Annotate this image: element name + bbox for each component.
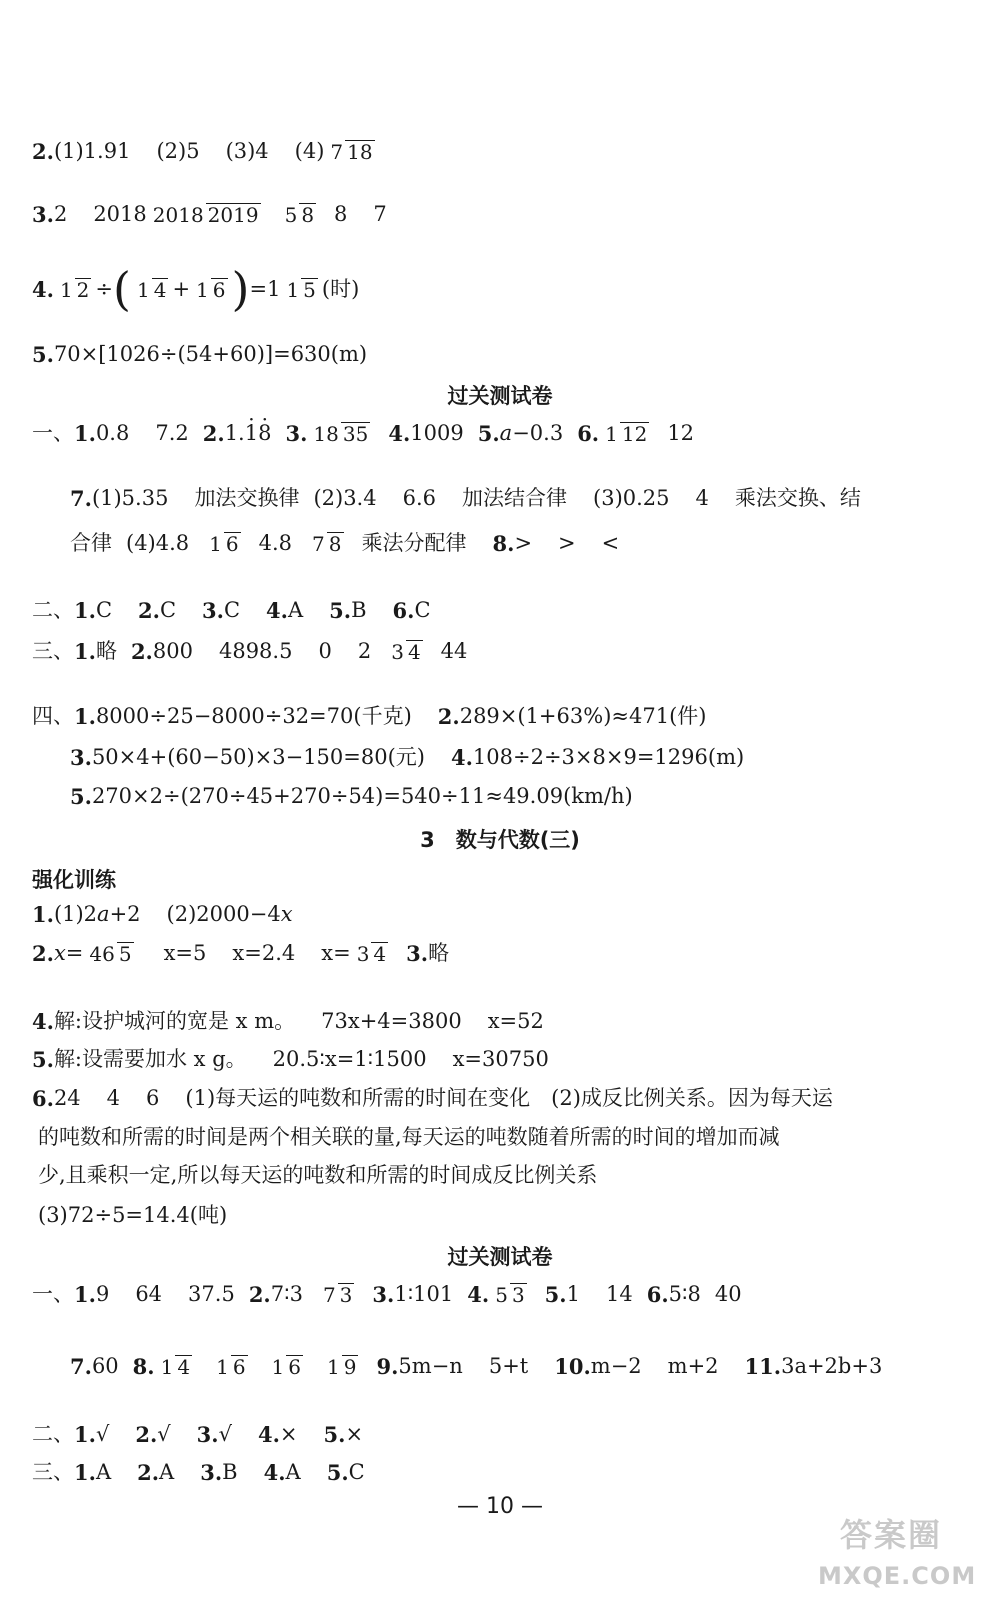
answer-4: 4. 1 2 ÷ ( 1 4 + 1 6 ) =1 1 5 (时) <box>32 262 360 316</box>
answer-5: 5. 70×[1026÷(54+60)]=630(m) <box>32 342 368 367</box>
fraction: 2018 2019 <box>152 203 259 227</box>
test2-part1-row1: 一、 1. 9 64 37.5 2. 7∶3 7 3 3. 1∶101 4. 5 3 5. 1 14 6. 5∶8 40 <box>32 1282 742 1307</box>
fraction: 5 8 <box>284 203 315 227</box>
fraction: 1 4 <box>136 277 167 302</box>
s3-answer-1: 1. (1)2 a +2 (2)2000−4 x <box>32 902 293 927</box>
test1-part1-row3: 合律 (4)4.8 1 6 4.8 7 8 乘法分配律 8. > > < <box>70 531 620 556</box>
test1-part4-row3: 5. 270×2÷(270÷45+270÷54)=540÷11≈49.09(km/h) <box>70 784 633 809</box>
test1-part4-row2: 3. 50×4+(60−50)×3−150=80(元) 4. 108÷2÷3×8×9=1296(m) <box>70 745 745 770</box>
chapter-heading: 3 数与代数(三) <box>420 828 580 852</box>
watermark-logo: 答案圈 MXQE.COM <box>818 1516 977 1590</box>
test1-part1-row1: 一、 1. 0.8 7.2 2. 1. · 1 · 8 3. 18 35 4. 1009 5. a −0.3 6. 1 12 12 <box>32 422 694 445</box>
test1-part2: 二、 1. C 2. C 3. C 4. A 5. B 6. C <box>32 598 431 623</box>
s3-answer-4: 4. 解:设护城河的宽是 x m。 73x+4=3800 x=52 <box>32 1009 544 1034</box>
fraction: 18 35 <box>313 422 369 446</box>
test2-part2: 二、 1. √ 2. √ 3. √ 4. × 5. × <box>32 1422 364 1447</box>
s3-answer-6-line2: 的吨数和所需的时间是两个相关联的量,每天运的吨数随着所需的时间的增加而减 <box>38 1125 780 1149</box>
fraction: 5 3 <box>495 1283 525 1307</box>
answer-3: 3. 2 2018 2018 2019 5 8 8 7 <box>32 202 387 227</box>
test1-part4-row1: 四、 1. 8000÷25−8000÷32=70(千克) 2. 289×(1+63%)≈471(件) <box>32 704 707 729</box>
fraction: 1 6 <box>209 532 239 556</box>
fraction: 1 6 <box>271 1355 302 1379</box>
test2-part3: 三、 1. A 2. A 3. B 4. A 5. C <box>32 1460 365 1485</box>
answer-2: 2. (1)1.91 (2)5 (3)4 (4) 7 18 <box>32 139 373 164</box>
s3-answer-6: 6. 24 4 6 (1)每天运的吨数和所需的时间在变化 (2)成反比例关系。因为每天运 <box>32 1086 833 1111</box>
s3-answer-6-line4: (3)72÷5=14.4(吨) <box>38 1203 228 1227</box>
fraction: 1 5 <box>286 277 316 302</box>
fraction: 1 6 <box>216 1355 246 1379</box>
fraction: 1 12 <box>605 422 648 446</box>
fraction: 7 3 <box>322 1283 353 1307</box>
fraction: 1 2 <box>59 277 90 302</box>
fraction: 1 4 <box>160 1355 191 1379</box>
fraction: 3 4 <box>356 942 387 966</box>
test1-part3: 三、 1. 略 2. 800 4898.5 0 2 3 4 44 <box>32 639 468 664</box>
section-title: 过关测试卷 <box>447 1245 553 1269</box>
subsection-title: 强化训练 <box>32 868 116 892</box>
s3-answer-6-line3: 少,且乘积一定,所以每天运的吨数和所需的时间成反比例关系 <box>38 1163 598 1187</box>
page-number: — 10 — <box>457 1494 543 1519</box>
fraction: 7 18 <box>330 140 373 164</box>
fraction: 1 9 <box>327 1355 357 1379</box>
test1-part1-row2: 7. (1)5.35 加法交换律 (2)3.4 6.6 加法结合律 (3)0.25 4 乘法交换、结 <box>70 486 861 511</box>
s3-answer-2: 2. x = 46 5 x=5 x=2.4 x= 3 4 3. 略 <box>32 941 450 966</box>
fraction: 7 8 <box>312 532 342 556</box>
fraction: 46 5 <box>89 942 132 966</box>
fraction: 3 4 <box>391 640 421 664</box>
section-title: 过关测试卷 <box>447 384 553 408</box>
test2-part1-row2: 7. 60 8. 1 4 1 6 1 6 1 9 9. 5m−n 5+t 10. m−2 m+2 11. 3a+2b+3 <box>70 1354 883 1379</box>
fraction: 1 6 <box>196 277 226 302</box>
s3-answer-5: 5. 解:设需要加水 x g。 20.5∶x=1∶1500 x=30750 <box>32 1047 549 1072</box>
